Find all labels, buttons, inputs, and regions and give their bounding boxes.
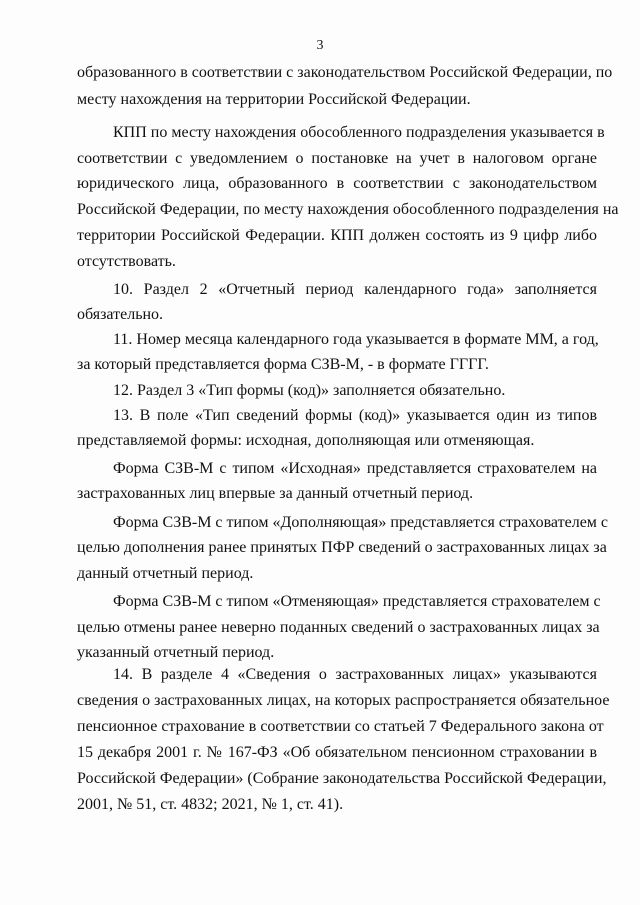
text-line: 15 декабря 2001 г. № 167-ФЗ «Об обязательном пенсионном страховании в [77, 744, 597, 761]
text-line: Форма СЗВ-М с типом «Отменяющая» представляется страхователем с [113, 593, 601, 610]
text-line: целью отмены ранее неверно поданных сведений о застрахованных лицах за [77, 619, 600, 636]
text-line: 10. Раздел 2 «Отчетный период календарного года» заполняется [113, 281, 597, 298]
text-line: КПП по месту нахождения обособленного подразделения указывается в [113, 124, 605, 141]
text-line: Форма СЗВ-М с типом «Дополняющая» представляется страхователем с [113, 514, 609, 531]
text-line: территории Российской Федерации. КПП должен состоять из 9 цифр либо [77, 227, 597, 244]
text-line: 11. Номер месяца календарного года указывается в формате ММ, а год, [113, 331, 599, 348]
text-line: Форма СЗВ-М с типом «Исходная» представляется страхователем на [113, 460, 597, 477]
text-line: образованного в соответствии с законодательством Российской Федерации, по [77, 64, 613, 81]
text-line: целью дополнения ранее принятых ПФР сведений о застрахованных лицах за [77, 539, 607, 556]
text-line: 12. Раздел 3 «Тип формы (код)» заполняется обязательно. [113, 382, 506, 399]
page-number: 3 [316, 38, 324, 53]
text-line: обязательно. [77, 306, 164, 323]
text-line: пенсионное страхование в соответствии со статьей 7 Федерального закона от [77, 718, 604, 735]
text-line: юридического лица, образованного в соответствии с законодательством [77, 175, 597, 192]
text-line: застрахованных лиц впервые за данный отчетный период. [77, 485, 474, 502]
text-line: 2001, № 51, ст. 4832; 2021, № 1, ст. 41). [77, 796, 344, 813]
text-line: 14. В разделе 4 «Сведения о застрахованных лицах» указываются [113, 666, 597, 683]
text-line: 13. В поле «Тип сведений формы (код)» указывается один из типов [113, 407, 597, 424]
text-line: представляемой формы: исходная, дополняющая или отменяющая. [77, 432, 535, 449]
text-line: отсутствовать. [77, 253, 176, 270]
text-line: соответствии с уведомлением о постановке на учет в налоговом органе [77, 150, 597, 167]
text-line: за который представляется форма СЗВ-М, - в формате ГГГГ. [77, 356, 489, 373]
text-line: указанный отчетный период. [77, 644, 275, 661]
text-line: Российской Федерации, по месту нахождения обособленного подразделения на [77, 201, 619, 218]
text-line: сведения о застрахованных лицах, на которых распространяется обязательное [77, 692, 610, 709]
text-line: Российской Федерации» (Собрание законодательства Российской Федерации, [77, 770, 607, 787]
text-line: месту нахождения на территории Российской Федерации. [77, 91, 471, 108]
text-line: данный отчетный период. [77, 565, 254, 582]
